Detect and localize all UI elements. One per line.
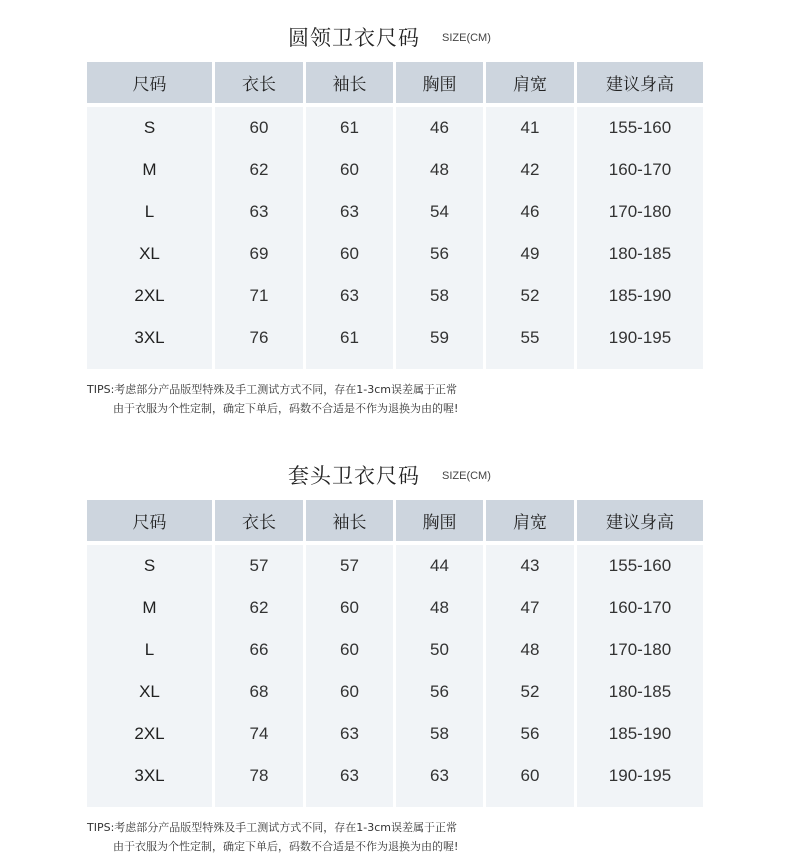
measure-cell: 55: [520, 328, 540, 347]
column-header: 胸围: [396, 62, 483, 103]
measure-cell: 78: [249, 766, 269, 785]
measure-cell: 62: [249, 160, 269, 179]
size-cell: 3XL: [134, 766, 165, 785]
measure-cell: 155-160: [608, 556, 672, 575]
size-cell: M: [142, 598, 157, 617]
measure-cell: 56: [430, 244, 449, 263]
column-header: 胸围: [396, 500, 483, 541]
tips-note: [87, 818, 458, 856]
measure-cell: 60: [340, 640, 359, 659]
measure-cell: 60: [340, 160, 359, 179]
measure-cell: 41: [520, 118, 540, 137]
size-cell: XL: [139, 244, 160, 263]
column-header: 建议身高: [577, 62, 703, 103]
measure-cell: 56: [520, 724, 540, 743]
measure-cell: 60: [249, 118, 269, 137]
measure-cell: 56: [430, 682, 449, 701]
column-header: 建议身高: [577, 500, 703, 541]
column-header: 衣长: [215, 62, 303, 103]
measure-cell: 48: [430, 598, 449, 617]
column-header: 尺码: [87, 62, 212, 103]
measure-cell: 170-180: [608, 640, 672, 659]
size-cell: 2XL: [134, 286, 165, 305]
measure-cell: 76: [249, 328, 269, 347]
measure-cell: 46: [520, 202, 540, 221]
measure-cell: 60: [340, 682, 359, 701]
measure-cell: 66: [249, 640, 269, 659]
measure-cell: 61: [340, 118, 359, 137]
column-header: 尺码: [87, 500, 212, 541]
size-table: [87, 62, 703, 369]
size-cell: XL: [139, 682, 160, 701]
column-header: 肩宽: [486, 500, 574, 541]
column-header: 袖长: [306, 62, 393, 103]
size-cell: L: [144, 202, 155, 221]
size-cell: 2XL: [134, 724, 165, 743]
size-cell: S: [143, 118, 156, 137]
measure-cell: 69: [249, 244, 269, 263]
column-header: 袖长: [306, 500, 393, 541]
measure-cell: 57: [340, 556, 359, 575]
measure-cell: 44: [430, 556, 449, 575]
size-cell: 3XL: [134, 328, 165, 347]
measure-cell: 63: [340, 724, 359, 743]
measure-cell: 60: [340, 244, 359, 263]
measure-cell: 49: [520, 244, 540, 263]
column-header: 肩宽: [486, 62, 574, 103]
measure-cell: 60: [520, 766, 540, 785]
measure-cell: 52: [520, 682, 540, 701]
measure-cell: 63: [340, 766, 359, 785]
chart-title: 套头卫衣尺码: [288, 464, 420, 488]
measure-cell: 71: [249, 286, 269, 305]
measure-cell: 42: [520, 160, 540, 179]
measure-cell: 160-170: [608, 160, 672, 179]
measure-cell: 63: [430, 766, 449, 785]
measure-cell: 190-195: [608, 766, 672, 785]
size-cell: M: [142, 160, 157, 179]
title-row: [0, 22, 790, 52]
measure-cell: 61: [340, 328, 359, 347]
measure-cell: 48: [430, 160, 449, 179]
measure-cell: 170-180: [608, 202, 672, 221]
column-header: 衣长: [215, 500, 303, 541]
tips-note: [87, 380, 458, 418]
measure-cell: 63: [340, 286, 359, 305]
measure-cell: 52: [520, 286, 540, 305]
measure-cell: 160-170: [608, 598, 672, 617]
tips-line: TIPS:考虑部分产品版型特殊及手工测试方式不同，存在1-3cm误差属于正常: [87, 383, 458, 396]
measure-cell: 58: [430, 286, 449, 305]
measure-cell: 180-185: [608, 244, 672, 263]
measure-cell: 63: [340, 202, 359, 221]
measure-cell: 155-160: [608, 118, 672, 137]
measure-cell: 190-195: [608, 328, 672, 347]
measure-cell: 74: [249, 724, 269, 743]
measure-cell: 47: [520, 598, 540, 617]
title-row: [0, 460, 790, 490]
size-cell: L: [144, 640, 155, 659]
measure-cell: 68: [249, 682, 269, 701]
tips-line: TIPS:考虑部分产品版型特殊及手工测试方式不同，存在1-3cm误差属于正常: [87, 821, 458, 834]
size-table: [87, 500, 703, 807]
measure-cell: 185-190: [608, 286, 672, 305]
unit-label: SIZE(CM): [442, 32, 491, 44]
measure-cell: 62: [249, 598, 269, 617]
measure-cell: 57: [249, 556, 269, 575]
measure-cell: 43: [520, 556, 540, 575]
measure-cell: 58: [430, 724, 449, 743]
unit-label: SIZE(CM): [442, 470, 491, 482]
measure-cell: 46: [430, 118, 449, 137]
measure-cell: 50: [430, 640, 449, 659]
measure-cell: 59: [430, 328, 449, 347]
measure-cell: 185-190: [608, 724, 672, 743]
measure-cell: 54: [430, 202, 449, 221]
measure-cell: 63: [249, 202, 269, 221]
tips-line: 由于衣服为个性定制，确定下单后，码数不合适是不作为退换为由的喔!: [113, 840, 459, 853]
tips-line: 由于衣服为个性定制，确定下单后，码数不合适是不作为退换为由的喔!: [113, 402, 459, 415]
measure-cell: 48: [520, 640, 540, 659]
size-cell: S: [143, 556, 156, 575]
measure-cell: 180-185: [608, 682, 672, 701]
measure-cell: 60: [340, 598, 359, 617]
chart-title: 圆领卫衣尺码: [288, 26, 420, 50]
